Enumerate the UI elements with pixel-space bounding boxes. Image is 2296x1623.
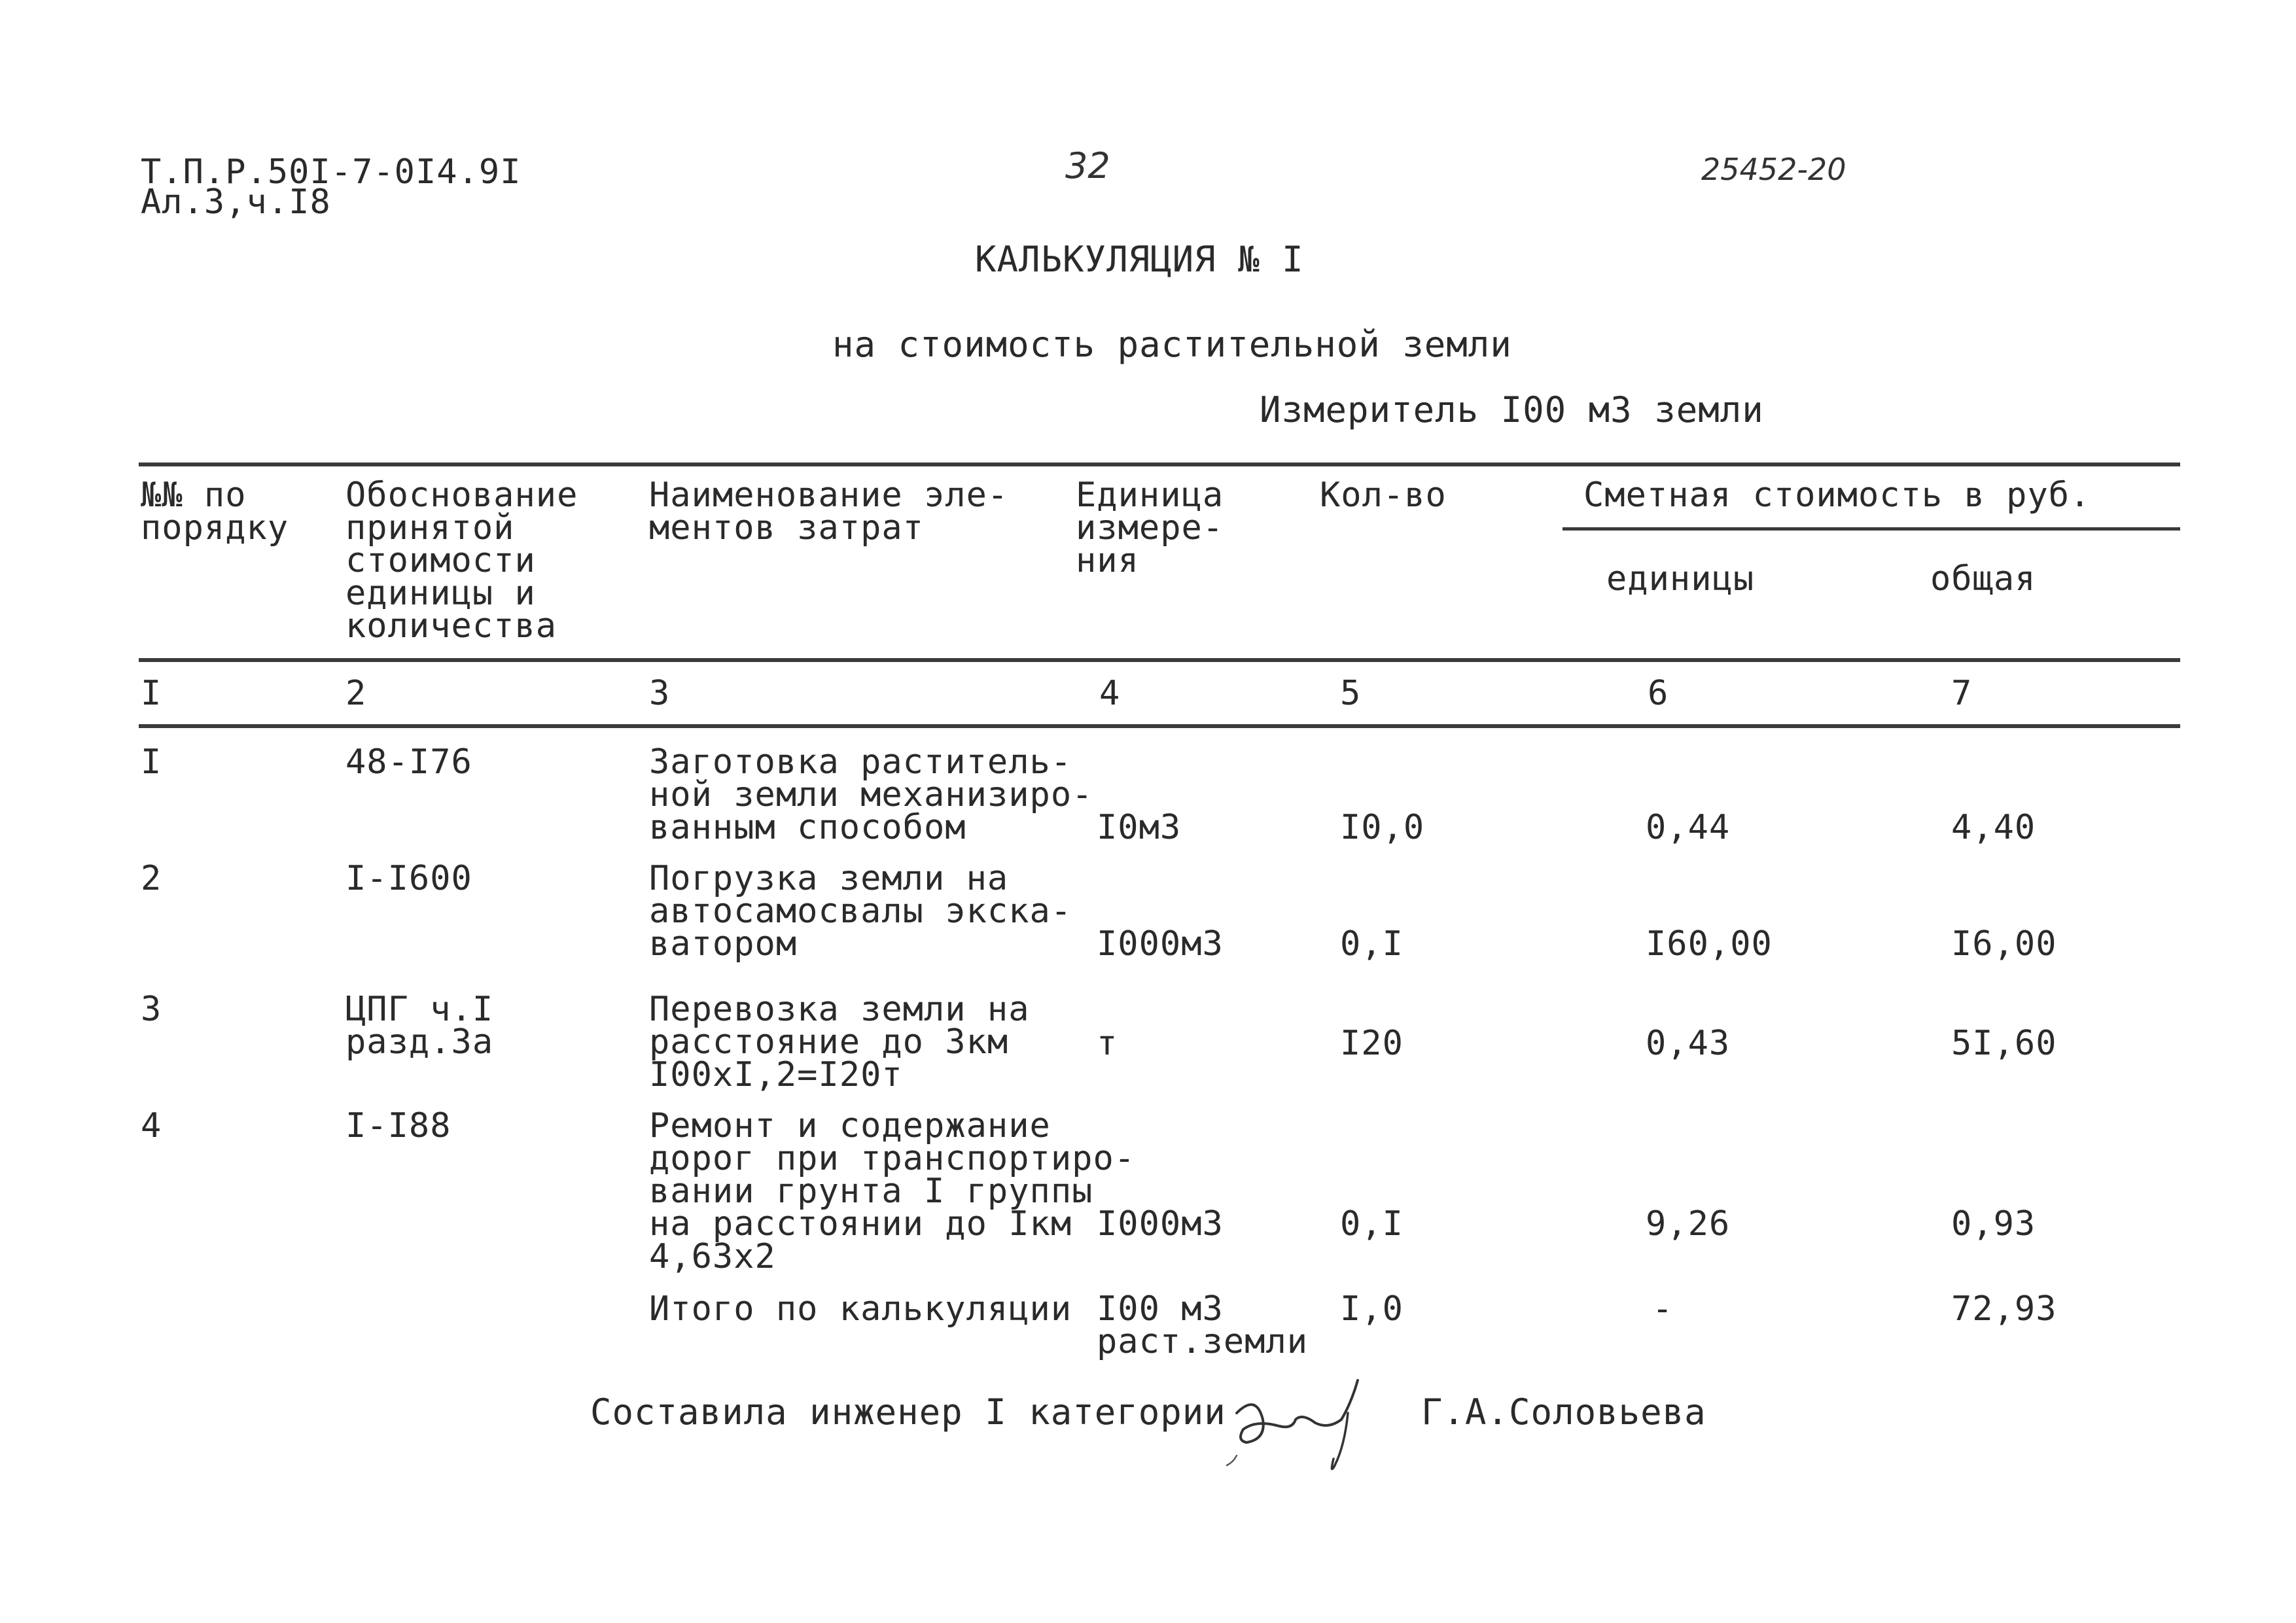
- total-cost: 72,93: [1951, 1289, 2057, 1329]
- row-total-cost: 4,40: [1951, 808, 2036, 847]
- compiled-by-label: Составила инженер I категории: [590, 1391, 1226, 1433]
- row-unit: т: [1097, 1024, 1118, 1063]
- row-quantity: 0,I: [1340, 1204, 1404, 1244]
- header-cost-group: Сметная стоимость в руб.: [1583, 476, 2091, 515]
- handwritten-signature: [1217, 1367, 1381, 1478]
- total-unit-cost: -: [1652, 1289, 1674, 1329]
- row-cost-element: Заготовка раститель- ной земли механизиро- ванным способом: [649, 742, 1093, 847]
- cost-group-rule: [1563, 527, 2180, 531]
- column-number: 3: [649, 674, 671, 713]
- row-basis: I-I88: [345, 1106, 451, 1145]
- column-number: 6: [1648, 674, 1669, 713]
- row-number: 4: [141, 1106, 162, 1145]
- column-number: 7: [1951, 674, 1973, 713]
- row-number: 2: [141, 859, 162, 898]
- row-unit: I0м3: [1097, 808, 1182, 847]
- total-quantity: I,0: [1340, 1289, 1404, 1329]
- row-cost-element: Ремонт и содержание дорог при транспортиро- вании грунта I группы на расстоянии до Iкм 4,63х2: [649, 1106, 1136, 1276]
- row-quantity: I0,0: [1340, 808, 1425, 847]
- measure-unit: Измеритель I00 м3 земли: [1260, 389, 1764, 430]
- header-total-cost: общая: [1930, 559, 2036, 599]
- header-unit-cost: единицы: [1606, 559, 1755, 599]
- signer-name: Г.А.Соловьева: [1421, 1391, 1706, 1433]
- row-basis: ЦПГ ч.I разд.3а: [345, 990, 494, 1062]
- table-top-rule: [139, 462, 2180, 466]
- row-basis: 48-I76: [345, 742, 472, 782]
- row-total-cost: 5I,60: [1951, 1024, 2057, 1063]
- header-bottom-rule: [139, 658, 2180, 662]
- archive-number: 25452-20: [1701, 152, 1846, 187]
- document-code: [141, 152, 521, 222]
- header-basis: Обоснование принятой стоимости единицы и количества: [345, 476, 578, 646]
- page-number: 32: [1065, 145, 1110, 186]
- row-number: 3: [141, 990, 162, 1029]
- row-unit-cost: I60,00: [1646, 924, 1773, 964]
- header-quantity: Кол-во: [1320, 476, 1447, 515]
- row-total-cost: 0,93: [1951, 1204, 2036, 1244]
- column-number: 5: [1340, 674, 1362, 713]
- document-title: КАЛЬКУЛЯЦИЯ № I: [975, 239, 1304, 280]
- column-numbers-rule: [139, 724, 2180, 728]
- column-number: 2: [345, 674, 367, 713]
- row-basis: I-I600: [345, 859, 472, 898]
- row-unit-cost: 9,26: [1646, 1204, 1731, 1244]
- total-label: Итого по калькуляции: [649, 1289, 1072, 1329]
- header-cost-element: Наименование эле- ментов затрат: [649, 476, 1009, 548]
- document-code-line2: Ал.3,ч.I8: [141, 183, 331, 222]
- row-number: I: [141, 742, 162, 782]
- total-unit: I00 м3 раст.земли: [1097, 1289, 1309, 1361]
- column-number: 4: [1099, 674, 1121, 713]
- row-cost-element: Перевозка земли на расстояние до 3км I00хI,2=I20т: [649, 990, 1030, 1094]
- row-unit: I000м3: [1097, 1204, 1224, 1244]
- column-number: I: [141, 674, 162, 713]
- header-row-number: №№ по порядку: [141, 476, 289, 548]
- row-quantity: 0,I: [1340, 924, 1404, 964]
- row-cost-element: Погрузка земли на автосамосвалы экска- ватором: [649, 859, 1072, 964]
- row-unit: I000м3: [1097, 924, 1224, 964]
- row-total-cost: I6,00: [1951, 924, 2057, 964]
- document-subtitle: на стоимость растительной земли: [832, 324, 1512, 365]
- row-quantity: I20: [1340, 1024, 1404, 1063]
- document-code-line1: Т.П.Р.50I-7-0I4.9I: [141, 152, 521, 192]
- header-unit: Единица измере- ния: [1076, 476, 1224, 580]
- row-unit-cost: 0,43: [1646, 1024, 1731, 1063]
- row-unit-cost: 0,44: [1646, 808, 1731, 847]
